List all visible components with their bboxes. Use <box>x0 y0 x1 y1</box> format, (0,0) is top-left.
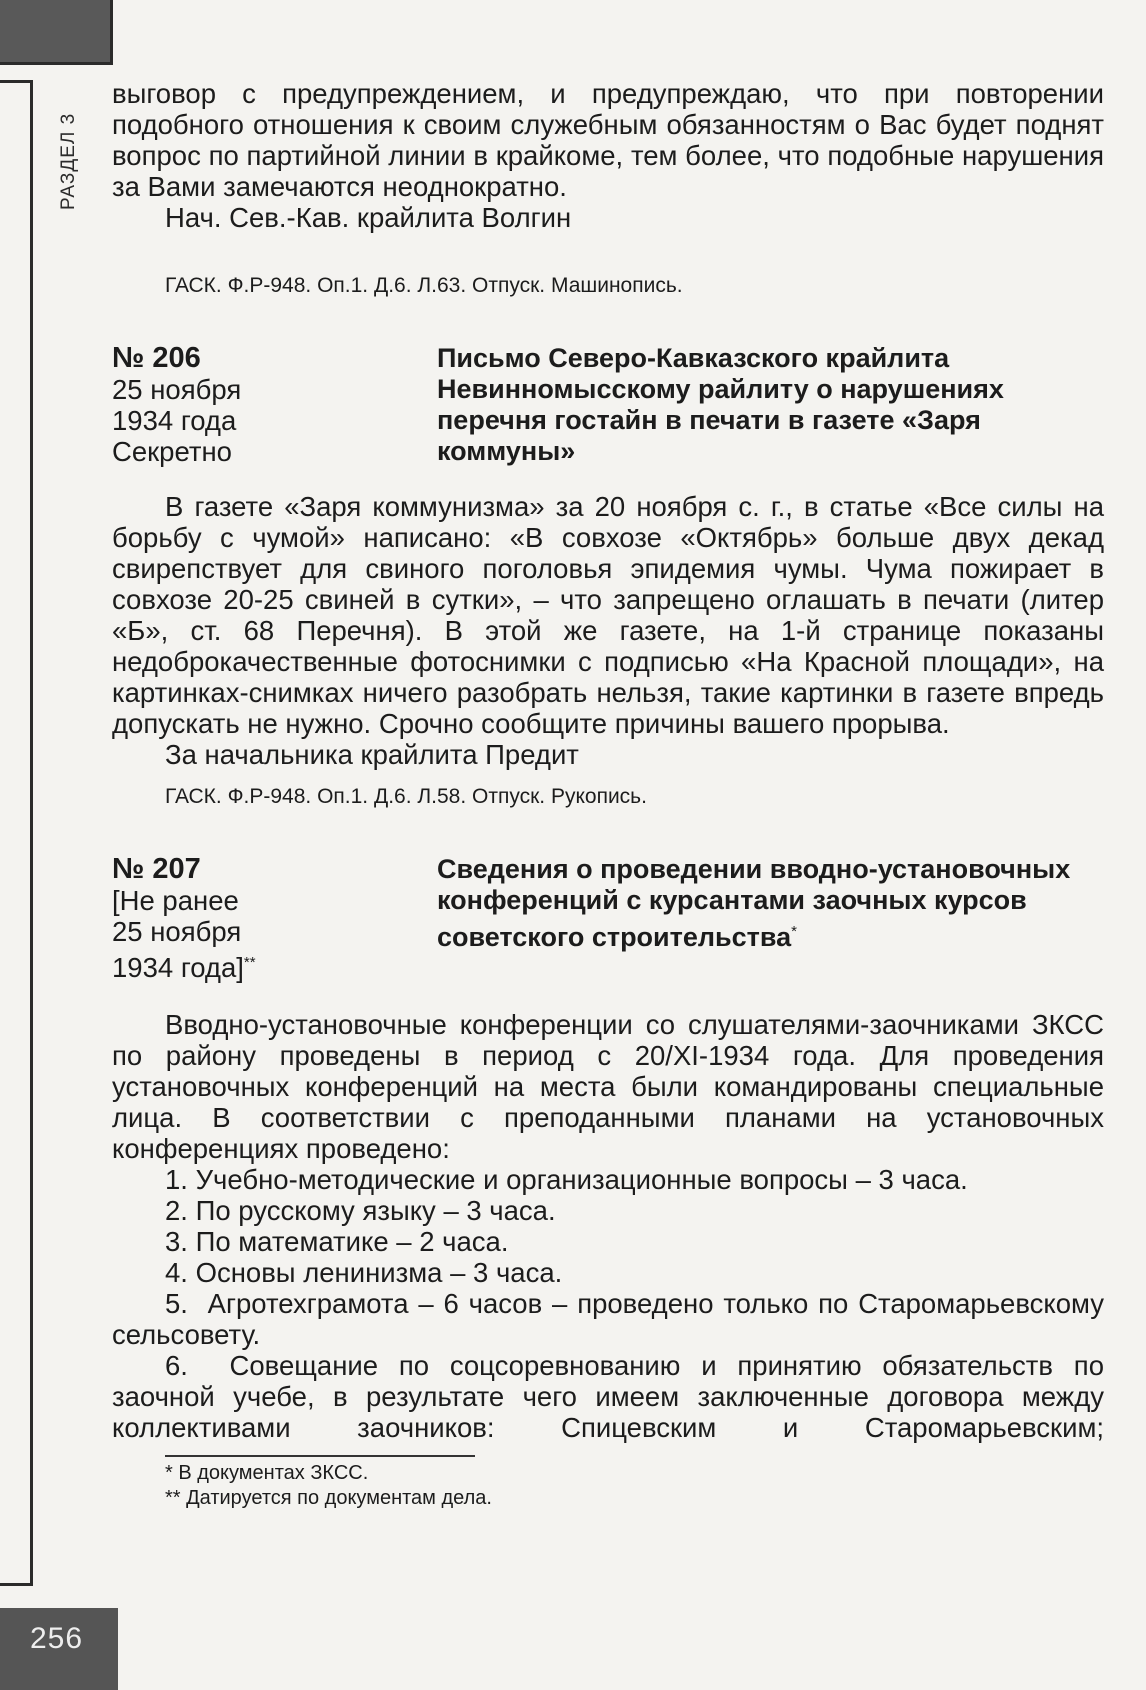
doc-206-body: В газете «Заря коммунизма» за 20 ноября с. г., в статье «Все силы на борьбу с чумой» написано: «В совхозе «Октябрь» больше двух декад свирепствует для свиного поголовья эпидемия чумы. Чума пожирает в совхозе 20-25 свиней в сутки», – что запрещено оглашать в печати (литер «Б», ст. 68 Перечня). В этой же газете, на 1-й странице показаны недоброкачественные фотоснимки с подписью «На Красной площади», на картинках-снимках ничего разобрать нельзя, такие картинки в газете впредь допускать не нужно. Срочно сообщите причины вашего прорыва. <box>112 491 1104 739</box>
doc-207-title-footnote-mark: * <box>791 923 797 940</box>
footnote-2: ** Датируется по документам дела. <box>165 1487 492 1510</box>
footnote-divider <box>165 1455 475 1457</box>
doc-207-date-line3: 1934 года] <box>112 952 244 984</box>
side-frame <box>0 80 33 1586</box>
doc-207-number: № 207 <box>112 853 201 885</box>
intro-signature: Нач. Сев.-Кав. крайлита Волгин <box>165 202 572 233</box>
doc-207-date-line2: 25 ноября <box>112 916 242 947</box>
doc-207-item-3: 3. По математике – 2 часа. <box>165 1226 509 1258</box>
doc-207-item-4: 4. Основы ленинизма – 3 часа. <box>165 1257 563 1289</box>
intro-source: ГАСК. Ф.Р-948. Оп.1. Д.6. Л.63. Отпуск. Машинопись. <box>165 274 683 297</box>
doc-207-item-2: 2. По русскому языку – 3 часа. <box>165 1195 556 1227</box>
page-number: 256 <box>30 1622 84 1655</box>
doc-207-body: Вводно-установочные конференции со слушателями-заочниками ЗКСС по району проведены в период с 20/XI-1934 года. Для проведения установочных конференций на места были командированы специальные лица. В соответствии с преподанными планами на установочных конференциях проведено: <box>112 1009 1104 1165</box>
doc-206-header <box>112 343 1104 467</box>
doc-207-date-footnote-mark: ** <box>243 954 256 971</box>
doc-206-signature: За начальника крайлита Предит <box>165 739 579 770</box>
doc-207-header <box>112 854 1104 983</box>
doc-206-number: № 206 <box>112 342 201 374</box>
doc-207-item-6: 6. Совещание по соцсоревнованию и принятию обязательств по заочной учебе, в результате чего имеем заключенные договора между коллективами заочников: Спицевским и Старомарьевским; <box>112 1350 1104 1444</box>
doc-207-item-1: 1. Учебно-методические и организационные вопросы – 3 часа. <box>165 1164 968 1196</box>
doc-206-source: ГАСК. Ф.Р-948. Оп.1. Д.6. Л.58. Отпуск. Рукопись. <box>165 785 647 808</box>
doc-207-title: Сведения о проведении вводно-установочных конференций с курсантами заочных курсов советского строительства <box>437 854 1071 952</box>
top-corner-tab <box>0 0 113 65</box>
doc-206-date-line1: 25 ноября <box>112 374 242 405</box>
footnote-1: * В документах ЗКСС. <box>165 1462 369 1485</box>
doc-207-meta <box>112 854 437 983</box>
section-label: РАЗДЕЛ 3 <box>58 112 79 210</box>
doc-206-title: Письмо Северо-Кавказского крайлита Невинномысскому райлиту о нарушениях перечня гостайн в печати в газете «Заря коммуны» <box>437 343 1004 466</box>
doc-206-classification: Секретно <box>112 436 232 467</box>
doc-207-item-5: 5. Агротехграмота – 6 часов – проведено только по Старомарьевскому сельсовету. <box>112 1288 1104 1351</box>
page-content <box>112 78 1104 1511</box>
doc-206-meta <box>112 343 437 467</box>
doc-206-date-line2: 1934 года <box>112 405 237 436</box>
doc-207-date-line1: [Не ранее <box>112 885 239 916</box>
intro-paragraph: выговор с предупреждением, и предупреждаю, что при повторении подобного отношения к своим служебным обязанностям о Вас будет поднят вопрос по партийной линии в крайкоме, тем более, что подобные нарушения за Вами замечаются неоднократно. <box>112 78 1104 202</box>
